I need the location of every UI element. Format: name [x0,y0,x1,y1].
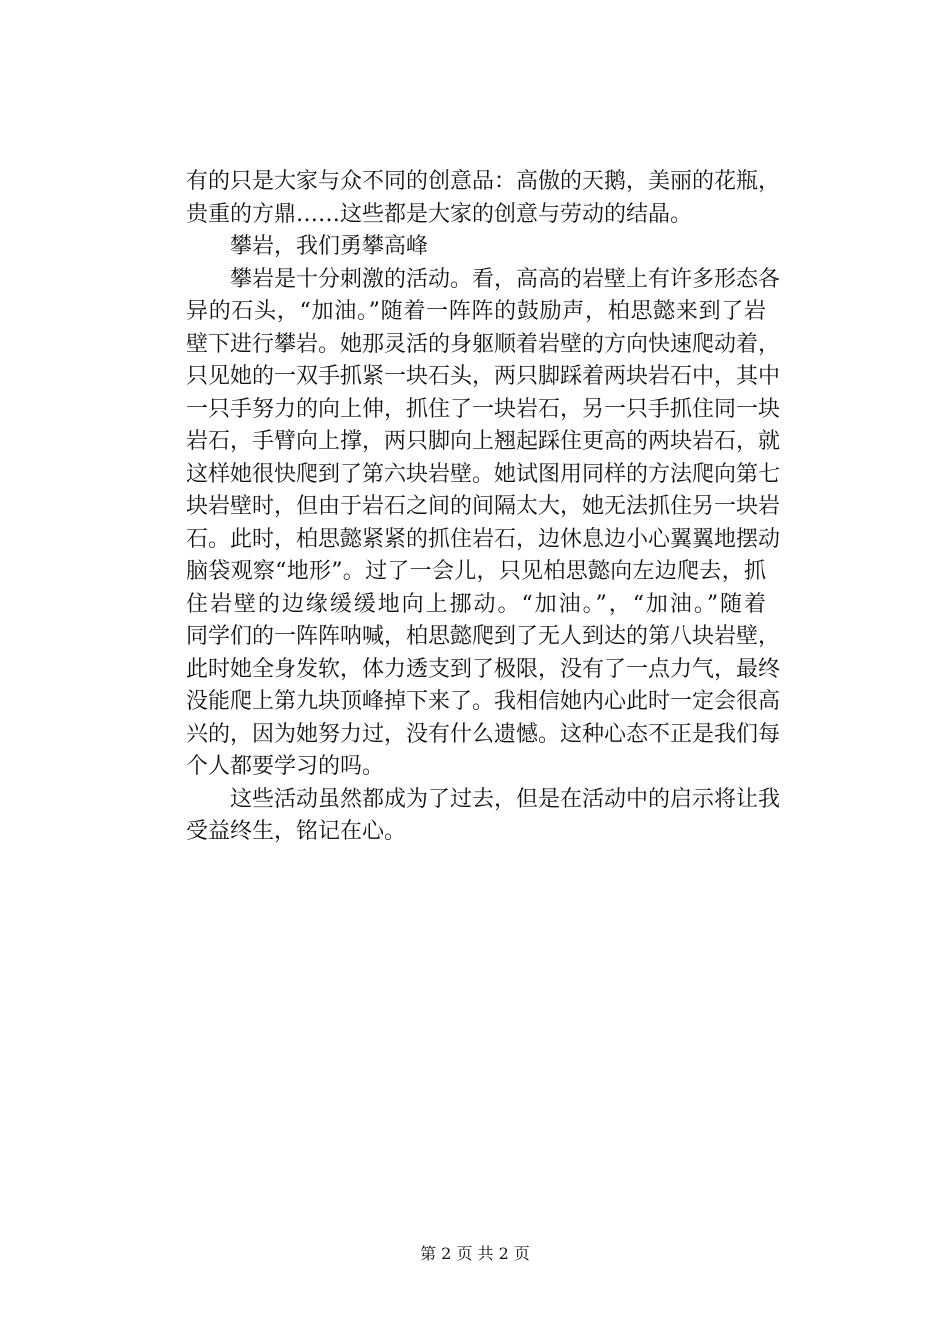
text-line: 这些活动虽然都成为了过去，但是在活动中的启示将让我 [230,786,781,812]
text-line: 一只手努力的向上伸，抓住了一块岩石，另一只手抓住同一块 [186,396,781,422]
text-line: 个人都要学习的吗。 [186,754,385,779]
text-line: 攀岩，我们勇攀高峰 [230,234,429,259]
text-line: 兴的，因为她努力过，没有什么遗憾。这种心态不正是我们每 [186,721,781,747]
text-line: 脑袋观察“地形”。过了一会儿，只见柏思懿向左边爬去，抓 [186,559,766,584]
text-line: 此时她全身发软，体力透支到了极限，没有了一点力气，最终 [186,656,781,682]
text-line: 受益终生，铭记在心。 [186,819,407,844]
text-line: 石。此时，柏思懿紧紧的抓住岩石，边休息边小心翼翼地摆动 [186,526,781,552]
text-line: 壁下进行攀岩。她那灵活的身躯顺着岩壁的方向快速爬动着， [186,331,781,357]
text-line: 只见她的一双手抓紧一块石头，两只脚踩着两块岩石中，其中 [186,364,781,389]
text-line: 异的石头，“加油。”随着一阵阵的鼓励声，柏思懿来到了岩 [186,299,766,324]
text-line: 有的只是大家与众不同的创意品：高傲的天鹅，美丽的花瓶， [186,169,781,194]
text-line: 岩石，手臂向上撑，两只脚向上翘起踩住更高的两块岩石，就 [186,429,781,454]
text-line: 这样她很快爬到了第六块岩壁。她试图用同样的方法爬向第七 [186,461,781,487]
text-line: 没能爬上第九块顶峰掉下来了。我相信她内心此时一定会很高 [186,689,781,714]
text-line: 住岩壁的边缘缓缓地向上挪动。“加油。”，“加油。”随着 [186,591,766,617]
body-text [186,166,781,849]
text-line: 贵重的方鼎……这些都是大家的创意与劳动的结晶。 [186,201,693,227]
text-line: 块岩壁时，但由于岩石之间的间隔太大，她无法抓住另一块岩 [186,494,781,519]
text-line: 攀岩是十分刺激的活动。看，高高的岩壁上有许多形态各 [230,266,781,292]
text-line: 同学们的一阵阵呐喊，柏思懿爬到了无人到达的第八块岩壁， [186,624,781,649]
page-footer: 第 2 页 共 2 页 [420,1244,530,1263]
